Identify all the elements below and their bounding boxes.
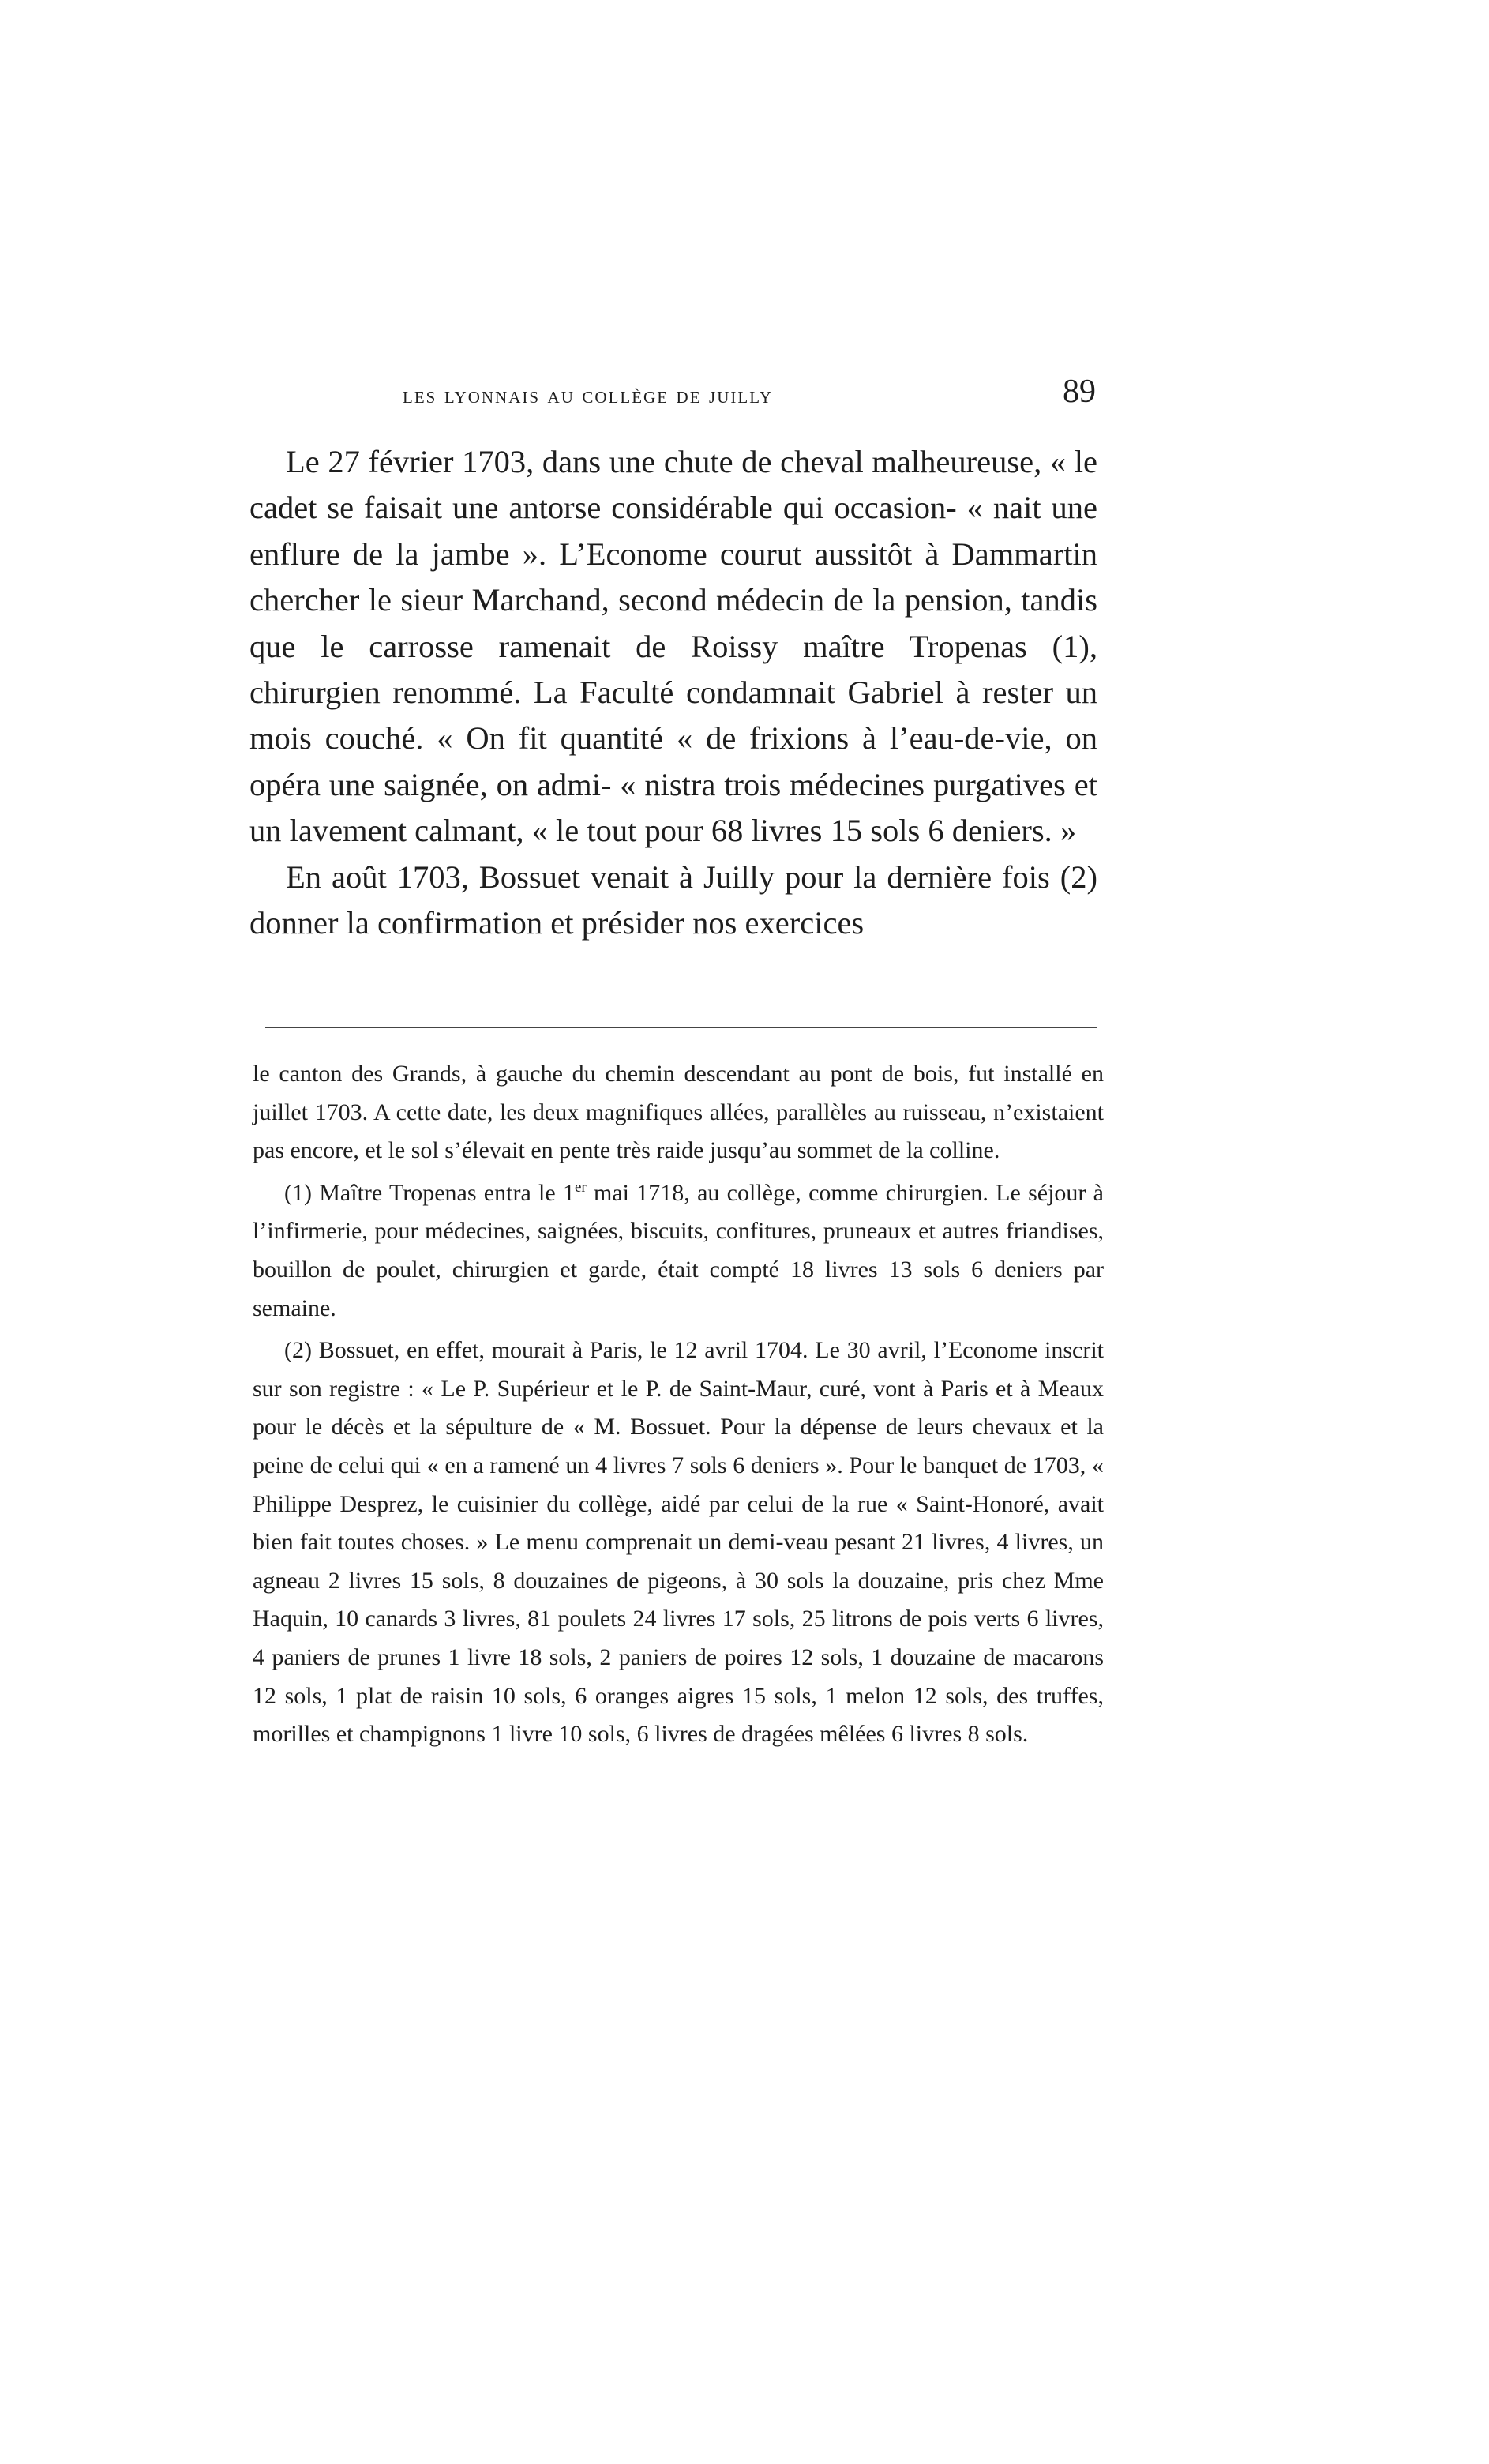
body-paragraph: Le 27 février 1703, dans une chute de cheval malheureuse, « le cadet se faisait une antorse considérable qui occasion- « nait une enflure de la jambe ». L’Econome courut aussitôt à Dammartin chercher le sieur Marchand, second médecin de la pension, tandis que le carrosse ramenait de Roissy maître Tropenas (1), chirurgien renommé. La Faculté condamnait Gabriel à rester un mois couché. « On fit quantité « de frixions à l’eau-de-vie, on opéra une saignée, on admi- « nistra trois médecines purgatives et un lavement calmant, « le tout pour 68 livres 15 sols 6 deniers. »: [249, 444, 1097, 849]
main-text: [249, 439, 1097, 946]
page-number: 89: [1063, 374, 1096, 410]
footnote-separator: [265, 1027, 1097, 1028]
footnote-1-text-start: (1) Maître Tropenas entra le 1: [284, 1179, 575, 1206]
footnote-1: [253, 1174, 1104, 1328]
running-title: les lyonnais au collège de juilly: [403, 382, 774, 408]
footnotes: [253, 1055, 1104, 1758]
footnote-1-text-end: mai 1718, au collège, comme chirurgien. Le séjour à l’infirmerie, pour médecines, saignées, biscuits, confitures, pruneaux et autres friandises, bouillon de poulet, chirurgien et garde, était compté 18 livres 13 sols 6 deniers par semaine.: [253, 1179, 1104, 1321]
footnote-continuation: le canton des Grands, à gauche du chemin descendant au pont de bois, fut installé en juillet 1703. A cette date, les deux magnifiques allées, parallèles au ruisseau, n’existaient pas encore, et le sol s’élevait en pente très raide jusqu’au sommet de la colline.: [253, 1061, 1104, 1164]
body-paragraph: En août 1703, Bossuet venait à Juilly pour la dernière fois (2) donner la confirmation et présider nos exercices: [249, 858, 1097, 941]
running-head: [253, 370, 1105, 417]
footnote-2: (2) Bossuet, en effet, mourait à Paris, le 12 avril 1704. Le 30 avril, l’Econome inscrit sur son registre : « Le P. Supérieur et le P. de Saint-Maur, curé, vont à Paris et à Meaux pour le décès et la sépulture de « M. Bossuet. Pour la dépense de leurs chevaux et la peine de celui qui « en a ramené un 4 livres 7 sols 6 deniers ». Pour le banquet de 1703, « Philippe Desprez, le cuisinier du collège, aidé par celui de la rue « Saint-Honoré, avait bien fait toutes choses. » Le menu comprenait un demi-veau pesant 21 livres, 4 livres, un agneau 2 livres 15 sols, 8 douzaines de pigeons, à 30 sols la douzaine, pris chez Mme Haquin, 10 canards 3 livres, 81 poulets 24 livres 17 sols, 25 litrons de pois verts 6 livres, 4 paniers de prunes 1 livre 18 sols, 2 paniers de poires 12 sols, 1 douzaine de macarons 12 sols, 1 plat de raisin 10 sols, 6 oranges aigres 15 sols, 1 melon 12 sols, des truffes, morilles et champignons 1 livre 10 sols, 6 livres de dragées mêlées 6 livres 8 sols.: [253, 1337, 1104, 1748]
footnote-1-ordinal: er: [574, 1178, 587, 1196]
